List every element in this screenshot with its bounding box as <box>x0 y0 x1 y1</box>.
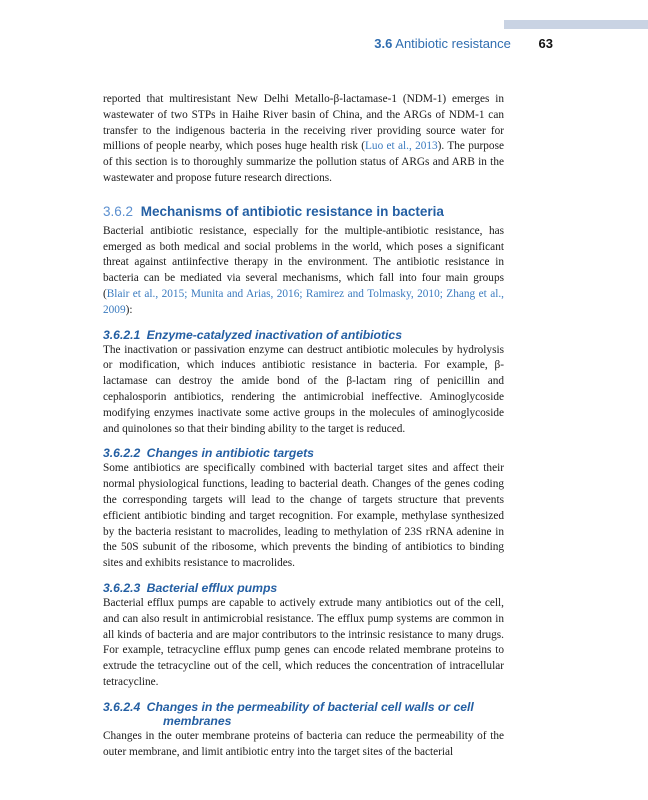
running-head-section-number: 3.6 <box>374 36 393 51</box>
running-head-section-title: Antibiotic resistance <box>395 36 511 51</box>
subsection-heading-3-6-2-1 <box>103 328 504 342</box>
section-heading-3-6-2 <box>103 204 504 219</box>
section-title: Mechanisms of antibiotic resistance in bacteria <box>140 203 444 219</box>
subsection-heading-3-6-2-4 <box>103 700 504 728</box>
subsection-number: 3.6.2.1 <box>103 327 141 342</box>
subsection-number: 3.6.2.4 <box>103 699 141 714</box>
subsection-title: Enzyme-catalyzed inactivation of antibiotics <box>146 327 402 342</box>
subsection-title: Changes in antibiotic targets <box>146 446 314 461</box>
intro-paragraph: reported that multiresistant New Delhi Metallo-β-lactamase-1 (NDM-1) emerges in wastewater of two STPs in Haihe River basin of China, and the ARGs of NDM-1 can transfer to the indigenous bacteria in the receiving river providing source water for millions of people nearby, which poses huge health risk (Luo et al., 2013). The purpose of this section is to thoroughly summarize the pollution status of ARGs and ARB in the wastewater and propose future research directions. <box>103 93 504 184</box>
running-head <box>0 36 553 51</box>
subsection-heading-3-6-2-3 <box>103 581 504 595</box>
citation-link[interactable]: Luo et al., 2013 <box>365 140 438 153</box>
subsection-3-6-2-3-paragraph: Bacterial efflux pumps are capable to actively extrude many antibiotics out of the cell, and can also result in antimicrobial resistance. The efflux pump systems are common in all kinds of bacteria and are major contributors to the intrinsic resistance to many drugs. For example, tetracycline efflux pump genes can encode related membrane proteins to extrude the tetracycline out of the cell, which reduces the concentration of intracellular tetracycline. <box>103 596 504 688</box>
subsection-number: 3.6.2.3 <box>103 580 141 595</box>
subsection-3-6-2-2-paragraph: Some antibiotics are specifically combined with bacterial target sites and affect their normal physiological functions, leading to bacterial death. Changes of the genes coding the corresponding targets will lead to the change of targets structure that prevents efficient antibiotic binding and target recognition. For example, methylase synthesized by the bacteria resistant to macrolides, leading to methylation of 23S rRNA adenine in the 50S subunit of the ribosome, which prevents the binding of antibiotics to binding sites and exhibits resistance to macrolides. <box>103 462 504 570</box>
page-number: 63 <box>538 36 553 51</box>
page-body <box>103 92 504 760</box>
subsection-3-6-2-1-paragraph: The inactivation or passivation enzyme can destruct antibiotic molecules by hydrolysis or modification, which induces antibiotic resistance in bacteria. For example, β-lactamase can destroy the amide bond of the β-lactam ring of penicillin and cephalosporin antibiotics, rendering the antimicrobial ineffective. Aminoglycoside modifying enzymes inactivate some active groups in the molecules of aminoglycoside and quinolones so that their binding ability to the target is reduced. <box>103 343 504 435</box>
subsection-title-line2: membranes <box>163 713 232 728</box>
section-3-6-2-paragraph: Bacterial antibiotic resistance, especially for the multiple-antibiotic resistance, has emerged as both medical and social problems in the world, which poses a significant threat against antiinfective therapy in the environment. The antibiotic resistance in bacteria can be mediated via several mechanisms, which fall into four main groups (Blair et al., 2015; Munita and Arias, 2016; Ramirez and Tolmasky, 2010; Zhang et al., 2009): <box>103 224 504 316</box>
subsection-3-6-2-4-paragraph: Changes in the outer membrane proteins of bacteria can reduce the permeability of the outer membrane, and limit antibiotic entry into the target sites of the bacterial <box>103 729 504 758</box>
subsection-number: 3.6.2.2 <box>103 446 141 461</box>
header-accent-bar <box>504 20 648 29</box>
subsection-heading-3-6-2-2 <box>103 446 504 460</box>
subsection-title-line1: Changes in the permeability of bacterial cell walls or cell <box>146 699 474 714</box>
subsection-title: Bacterial efflux pumps <box>146 580 278 595</box>
section-number: 3.6.2 <box>103 203 134 219</box>
citation-link[interactable]: Blair et al., 2015; Munita and Arias, 2016; Ramirez and Tolmasky, 2010; Zhang et al., 2009 <box>103 287 504 316</box>
